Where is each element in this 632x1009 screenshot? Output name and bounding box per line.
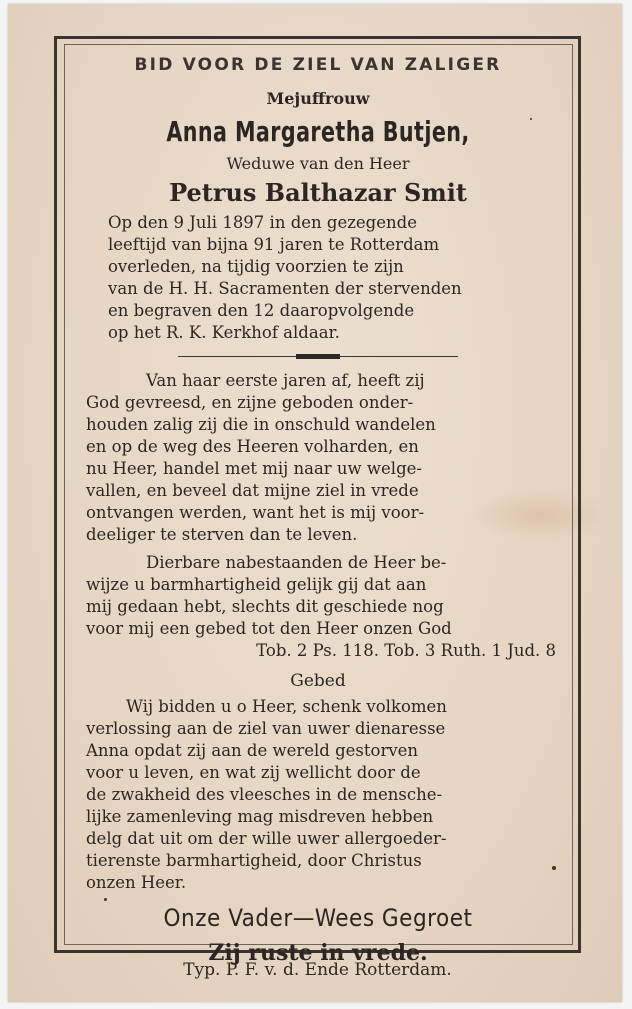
title-line: Mejuffrouw <box>266 89 370 108</box>
intro-line: van de H. H. Sacramenten der stervenden <box>108 279 462 298</box>
card-content <box>68 48 568 970</box>
family-paragraph <box>68 552 568 640</box>
prayer-line: Anna opdat zij aan de wereld gestorven <box>86 741 419 760</box>
card-heading: BID VOOR DE ZIEL VAN ZALIGER <box>134 55 502 75</box>
body-line: ontvangen werden, want het is mij voor- <box>86 503 425 522</box>
ink-speck <box>104 898 107 901</box>
body-line: houden zalig zij die in onschuld wandelen <box>86 415 436 434</box>
deceased-name: Anna Margaretha Butjen, <box>166 115 470 148</box>
body-paragraph <box>68 370 568 546</box>
intro-paragraph <box>68 212 568 344</box>
intro-line: op het R. K. Kerkhof aldaar. <box>108 323 340 342</box>
intro-line: leeftijd van bijna 91 jaren te Rotterdam <box>108 235 440 254</box>
body-line: vallen, en beveel dat mijne ziel in vrede <box>86 481 419 500</box>
rest-in-peace: Zij ruste in vrede. <box>208 940 428 966</box>
body-line: Van haar eerste jaren af, heeft zij <box>146 371 425 390</box>
prayer-title: Gebed <box>290 671 346 691</box>
prayer-line: voor u leven, en wat zij wellicht door de <box>86 763 421 782</box>
body-line: nu Heer, handel met mij naar uw welge- <box>86 459 422 478</box>
husband-name: Petrus Balthazar Smit <box>169 178 467 207</box>
prayer-line: onzen Heer. <box>86 873 187 892</box>
intro-line: en begraven den 12 daaropvolgende <box>108 301 415 320</box>
prayer-line: delg dat uit om der wille uwer allergoeder- <box>86 829 447 848</box>
closing-prayer: Onze Vader—Wees Gegroet <box>163 904 473 932</box>
prayer-line: de zwakheid des vleesches in de mensche- <box>86 785 443 804</box>
scripture-reference: Tob. 2 Ps. 118. Tob. 3 Ruth. 1 Jud. 8 <box>256 641 556 660</box>
body-line: en op de weg des Heeren volharden, en <box>86 437 419 456</box>
family-line: Dierbare nabestaanden de Heer be- <box>146 553 447 572</box>
prayer-line: Wij bidden u o Heer, schenk volkomen <box>126 697 447 716</box>
family-line: wijze u barmhartigheid gelijk gij dat aan <box>86 575 427 594</box>
printer-imprint: Typ. P. F. v. d. Ende Rotterdam. <box>183 960 452 980</box>
body-line: deeliger te sterven dan te leven. <box>86 525 358 544</box>
prayer-paragraph <box>68 696 568 894</box>
prayer-line: verlossing aan de ziel van uwer dienaresse <box>86 719 446 738</box>
family-line: mij gedaan hebt, slechts dit geschiede nog <box>86 597 444 616</box>
family-line: voor mij een gebed tot den Heer onzen God <box>86 619 452 638</box>
prayer-line: tierenste barmhartigheid, door Christus <box>86 851 422 870</box>
intro-line: overleden, na tijdig voorzien te zijn <box>108 257 404 276</box>
intro-line: Op den 9 Juli 1897 in den gezegende <box>108 213 417 232</box>
widow-line: Weduwe van den Heer <box>226 154 410 173</box>
prayer-line: lijke zamenleving mag misdreven hebben <box>86 807 434 826</box>
ink-speck <box>552 866 556 870</box>
ink-speck <box>530 118 532 120</box>
body-line: God gevreesd, en zijne geboden onder- <box>86 393 414 412</box>
ornamental-divider <box>178 354 458 360</box>
